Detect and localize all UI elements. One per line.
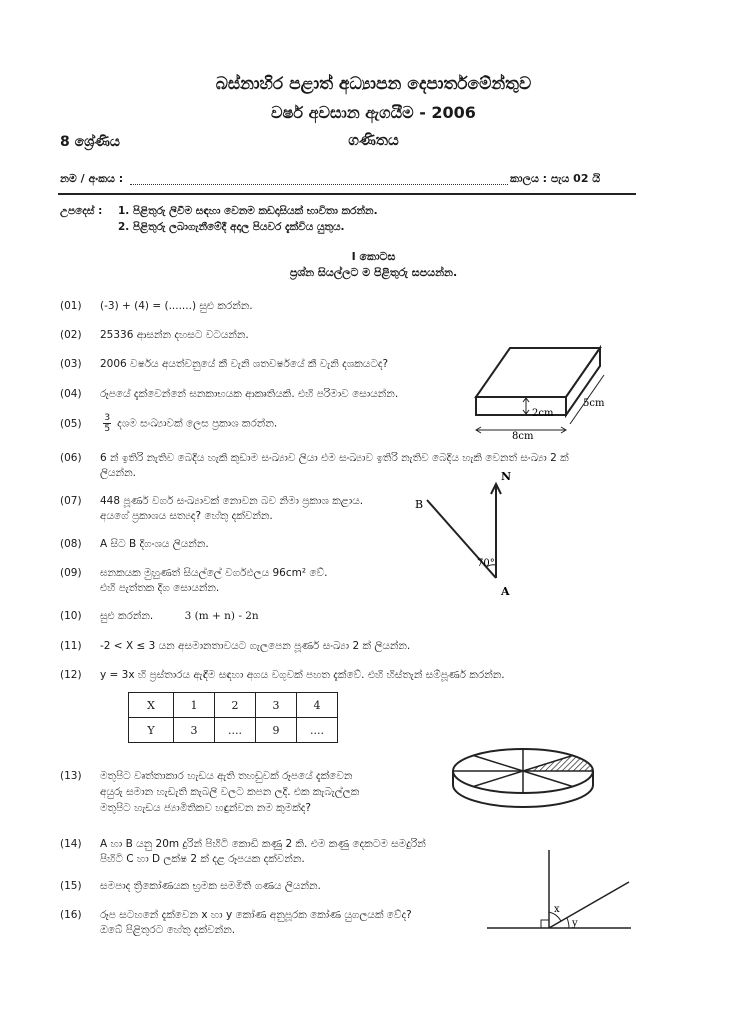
question-06: [60, 452, 569, 465]
question-text: (-3) + (4) = (.......) සුළු කරන්න.: [100, 300, 253, 312]
angle-x-label: x: [554, 904, 560, 915]
question-text: A හා B යනු 20m දුරින් පිහිටි කොඩි කණු 2 කි. එම කණු දෙකටම සමදුරින්: [100, 838, 426, 850]
question-number: (08): [60, 538, 82, 550]
instruction-item-1: 1. පිළිතුරු ලිවීම සඳහා වෙනම කඩදාසියක් භාවිතා කරන්න.: [118, 205, 378, 217]
table-cell: 2: [215, 693, 256, 718]
question-text: මතුපිට වෘත්තාකාර හැඩය ඇති තහඩුවක් රූපයේ දැක්වෙන: [100, 770, 353, 782]
fraction-numerator: 3: [104, 413, 111, 423]
question-text: -2 < X ≤ 3 යන අසමානතාවයට ගැලපෙන පූර්ණ සංඛ්‍යා 2 ක් ලියන්න.: [100, 640, 411, 652]
question-01: [60, 300, 253, 313]
question-text: රූප සටහනේ දැක්වෙන x හා y කෝණ අනුපූරක කෝණ යුගලයක් වේද?: [100, 909, 412, 921]
question-number: (09): [60, 567, 82, 579]
question-text: A සිට B දිගංශය ලියන්න.: [100, 538, 209, 550]
part-title: I කොටස: [351, 250, 396, 263]
question-10: [60, 610, 259, 623]
question-number: (02): [60, 329, 82, 341]
question-number: (11): [60, 640, 82, 652]
table-cell: 4: [297, 693, 338, 718]
question-text: දශම සංඛ්‍යාවක් ලෙස ප්‍රකාශ කරන්න.: [117, 417, 278, 430]
question-13: [60, 770, 352, 783]
expression: 3 (m + n) - 2n: [184, 610, 259, 622]
table-cell: 9: [256, 718, 297, 743]
question-14-line-2: පිහිටි C හා D ලක්ෂ 2 ක් දළ රූපයක දක්වන්න.: [100, 853, 305, 865]
question-08: [60, 538, 209, 551]
question-number: (06): [60, 452, 82, 464]
question-07-line-2: අයගේ ප්‍රකාශය සත්‍යද? හේතු දක්වන්න.: [100, 510, 273, 522]
angles-figure: [485, 848, 635, 933]
question-number: (16): [60, 909, 82, 921]
grade-label: 8 ශ්‍රේණිය: [60, 134, 120, 150]
depth-label: 5cm: [583, 398, 605, 409]
part-subtitle: ප්‍රශ්න සියල්ලට ම පිළිතුරු සපයන්න.: [289, 266, 458, 279]
question-12: [60, 669, 505, 682]
question-number: (04): [60, 388, 82, 400]
question-09-line-2: එහි පැත්තක දිග සොයන්න.: [100, 582, 220, 594]
header-rule: [58, 193, 636, 195]
question-number: (03): [60, 358, 82, 370]
question-text: සමපාද ත්‍රිකෝණයක භ්‍රමක සමමිති ගණය ලියන්න.: [100, 880, 321, 892]
circular-plate-figure: [448, 743, 598, 818]
question-13-line-3: මතුපිට හැඩය ජ්‍යාමිතිකව හඳුන්වන නම කුමක්ද?: [100, 802, 312, 814]
right-angle-mark: [541, 920, 549, 928]
point-a-label: A: [501, 585, 510, 598]
table-cell: ....: [297, 718, 338, 743]
fraction-denominator: 5: [104, 424, 111, 434]
angle-y-label: y: [572, 918, 578, 929]
table-row: [129, 693, 338, 718]
name-label: නම / අංකය :: [60, 172, 124, 185]
table-cell: 3: [256, 693, 297, 718]
question-09: [60, 567, 327, 580]
values-table: [128, 692, 338, 743]
question-07: [60, 495, 363, 508]
table-row: [129, 718, 338, 743]
question-05: [60, 413, 277, 434]
question-16-line-2: ඔබේ පිළිතුරට හේතු දක්වන්න.: [100, 924, 236, 936]
question-14: [60, 838, 426, 851]
question-number: (12): [60, 669, 82, 681]
question-text: සුළු කරන්න.: [100, 610, 154, 622]
question-text: 2006 වර්ෂය අයත්වනුයේ කී වැනි ශතවර්ෂයේ කී වැනි දශකයටද?: [100, 358, 389, 370]
slanted-line: [549, 882, 629, 928]
question-number: (14): [60, 838, 82, 850]
question-number: (01): [60, 300, 82, 312]
point-b-label: B: [415, 498, 424, 511]
instruction-item-2: 2. පිළිතුරු ලබාගැනීමේදී අදාල පියවර දැක්විය යුතුය.: [118, 221, 345, 233]
question-text: 448 පූර්ණ වර්ග සංඛ්‍යාවක් නොවන බව නිමා ප්‍රකාශ කළාය.: [100, 495, 364, 507]
cuboid-figure: [468, 340, 618, 440]
height-label: 2cm: [532, 408, 554, 419]
question-number: (15): [60, 880, 82, 892]
table-cell: X: [129, 693, 174, 718]
question-number: (07): [60, 495, 82, 507]
question-11: [60, 640, 410, 653]
question-text: 6 න් ඉතිරි නැතිව බෙදිය හැකි කුඩාම සංඛ්‍යාව ලියා එම සංඛ්‍යාව ඉතිරි නැතිව බෙදිය හැකි වෙනත් සංඛ්‍යා 2 ක්: [100, 452, 569, 464]
question-number: (13): [60, 770, 82, 782]
angle-y-arc: [567, 918, 569, 928]
subject-title: ගණිතය: [348, 131, 399, 149]
question-06-line-2: ලියන්න.: [100, 467, 136, 479]
question-text: රූපයේ දැක්වෙන්නේ ඝනකාභයක ආකෘතියකි. එහි පරිමාව සොයන්න.: [100, 388, 399, 400]
question-15: [60, 880, 321, 893]
table-cell: Y: [129, 718, 174, 743]
table-cell: 1: [174, 693, 215, 718]
angle-label: 70°: [477, 558, 495, 569]
fraction: [103, 413, 111, 434]
length-label: 8cm: [512, 431, 534, 440]
question-text: ඝනකයක මුහුණත් සියල්ලේ වර්ගඵලය 96cm² වේ.: [100, 567, 328, 579]
question-04: [60, 388, 398, 401]
question-text: y = 3x හි ප්‍රස්තාරය ඇඳීම සඳහා අගය වගුවක් පහත දැක්වේ. එහි හිස්තැන් සම්පූර්ණ කරන්න.: [100, 669, 505, 681]
question-03: [60, 358, 388, 371]
question-text: 25336 ආසන්න දහසට වටයන්න.: [100, 329, 249, 341]
time-label: කාලය : පැය 02 යි: [510, 172, 601, 185]
name-dotted-line: [130, 184, 508, 185]
question-13-line-2: අයුරු සමාන හැඩැති කැබලි වලට කපන ලදි. එක කැබැල්ලක: [100, 786, 360, 798]
organization-title: බස්නාහිර පළාත් අධ්‍යාපන දෙපාර්තමේන්තුව: [215, 74, 532, 94]
table-cell: ....: [215, 718, 256, 743]
question-number: (05): [60, 417, 82, 430]
bearing-figure: [405, 468, 535, 603]
question-number: (10): [60, 610, 82, 622]
exam-title: වර්ෂ අවසාන ඇගයීම - 2006: [271, 103, 476, 122]
question-16: [60, 909, 412, 922]
point-n-label: N: [501, 470, 512, 483]
instructions-label: උපදෙස් :: [60, 205, 103, 217]
question-02: [60, 329, 249, 342]
table-cell: 3: [174, 718, 215, 743]
